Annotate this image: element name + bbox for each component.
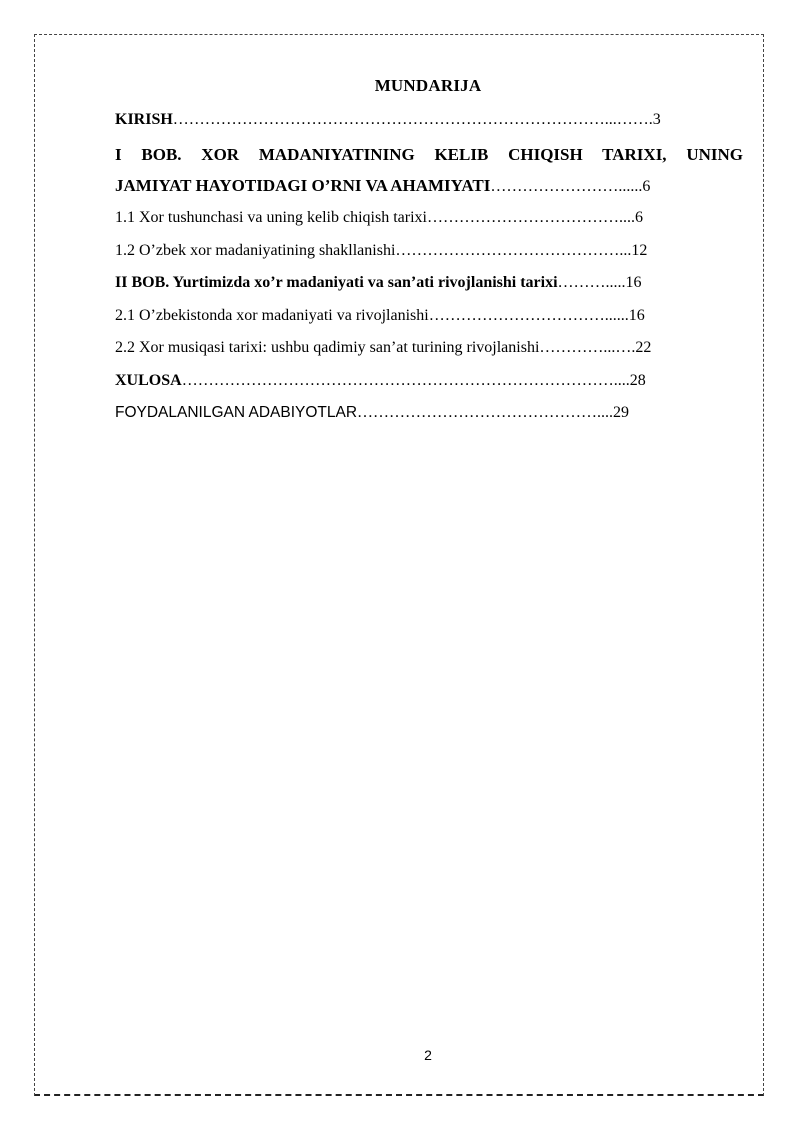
toc-entry-title: 1.2 O’zbek xor madaniyatining shakllanishi: [115, 242, 396, 259]
page-number: 2: [424, 1047, 432, 1063]
toc-entry-page: 3: [652, 111, 661, 128]
toc-title: MUNDARIJA: [374, 76, 482, 95]
toc-entry-page: 16: [625, 274, 642, 291]
toc-entry-page: 29: [613, 404, 630, 421]
toc-entry-2-2[interactable]: [115, 338, 651, 358]
toc-entry-xulosa[interactable]: [115, 371, 646, 391]
toc-entry-page: 6: [634, 209, 643, 226]
toc-entry-page: 22: [635, 339, 652, 356]
toc-entry-1-2[interactable]: [115, 241, 647, 261]
toc-entry-leader: …………...….: [539, 339, 636, 356]
toc-entry-kirish[interactable]: [115, 110, 661, 130]
toc-entry-title: JAMIYAT HAYOTIDAGI O’RNI VA AHAMIYATI: [115, 176, 491, 195]
toc-entry-title: 2.2 Xor musiqasi tarixi: ushbu qadimiy san’at turining rivojlanishi: [115, 339, 540, 356]
toc-entry-leader: ………………………………………………………………………....: [181, 372, 630, 389]
toc-entry-leader: ………………………………....: [426, 209, 635, 226]
toc-entry-title: KIRISH: [115, 111, 173, 128]
toc-entry-page: 28: [629, 372, 646, 389]
toc-entry-adabiyotlar[interactable]: [115, 403, 629, 423]
toc-entry-bob1[interactable]: [115, 176, 650, 197]
toc-entry-page: 12: [631, 242, 648, 259]
toc-entry-title: 2.1 O’zbekistonda xor madaniyati va rivojlanishi: [115, 307, 429, 324]
toc-entry-leader: ……….....: [557, 274, 626, 291]
toc-entry-2-1[interactable]: [115, 306, 645, 326]
toc-entry-leader: ……………………………………...: [395, 242, 632, 259]
toc-entry-title: XULOSA: [115, 372, 182, 389]
toc-entry-title: 1.1 Xor tushunchasi va uning kelib chiqish tarixi: [115, 209, 427, 226]
toc-entry-1-1[interactable]: [115, 208, 643, 228]
toc-entry-bob2[interactable]: [115, 273, 642, 293]
toc-entry-leader: ………………………………………....: [357, 404, 614, 421]
toc-entry-page: 16: [628, 307, 645, 324]
toc-entry-leader: ……………………......: [490, 178, 643, 195]
toc-entry-leader: ………………………………………………………………………...…….: [172, 111, 653, 128]
toc-entry-title: FOYDALANILGAN ADABIYOTLAR: [115, 404, 358, 421]
toc-entry-leader: ……………………………......: [428, 307, 629, 324]
toc-entry-bob1-line1[interactable]: I BOB. XOR MADANIYATINING KELIB CHIQISH TARIXI, UNING: [115, 145, 743, 164]
toc-entry-title: II BOB. Yurtimizda xo’r madaniyati va san’ati rivojlanishi tarixi: [115, 274, 558, 291]
toc-entry-page: 6: [642, 178, 651, 195]
